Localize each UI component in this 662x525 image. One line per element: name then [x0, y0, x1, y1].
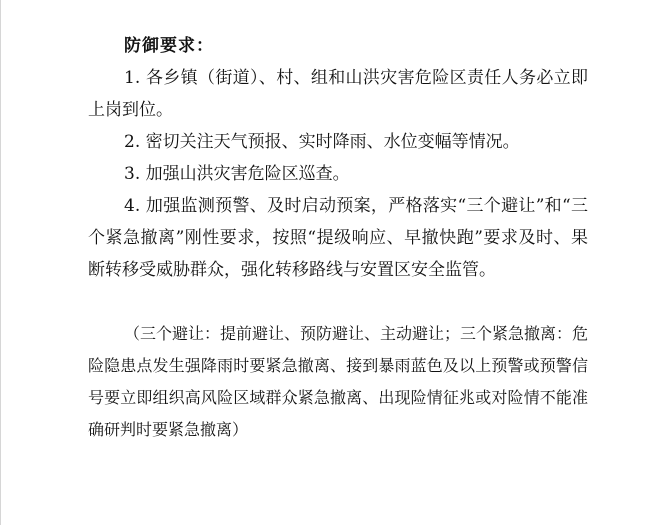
requirement-item-4: 4. 加强监测预警、及时启动预案，严格落实“三个避让”和“三个紧急撤离”刚性要求，按照“提级响应、早撤快跑”要求及时、果断转移受威胁群众，强化转移路线与安置区安全监管。	[88, 196, 588, 280]
page-left-edge	[0, 0, 1, 525]
explanatory-note: （三个避让：提前避让、预防避让、主动避让；三个紧急撤离：危险隐患点发生强降雨时要紧急撤离、接到暴雨蓝色及以上预警或预警信号要立即组织高风险区域群众紧急撤离、出现险情征兆或对险情不能准确研判时要紧急撤离）	[88, 324, 589, 439]
section-heading: 防御要求：	[124, 36, 214, 56]
requirement-item-2: 2. 密切关注天气预报、实时降雨、水位变幅等情况。	[124, 132, 520, 152]
requirement-item-3: 3. 加强山洪灾害危险区巡查。	[124, 164, 350, 184]
requirement-item-1: 1. 各乡镇（街道）、村、组和山洪灾害危险区责任人务必立即上岗到位。	[88, 68, 588, 120]
document-body	[88, 30, 588, 446]
